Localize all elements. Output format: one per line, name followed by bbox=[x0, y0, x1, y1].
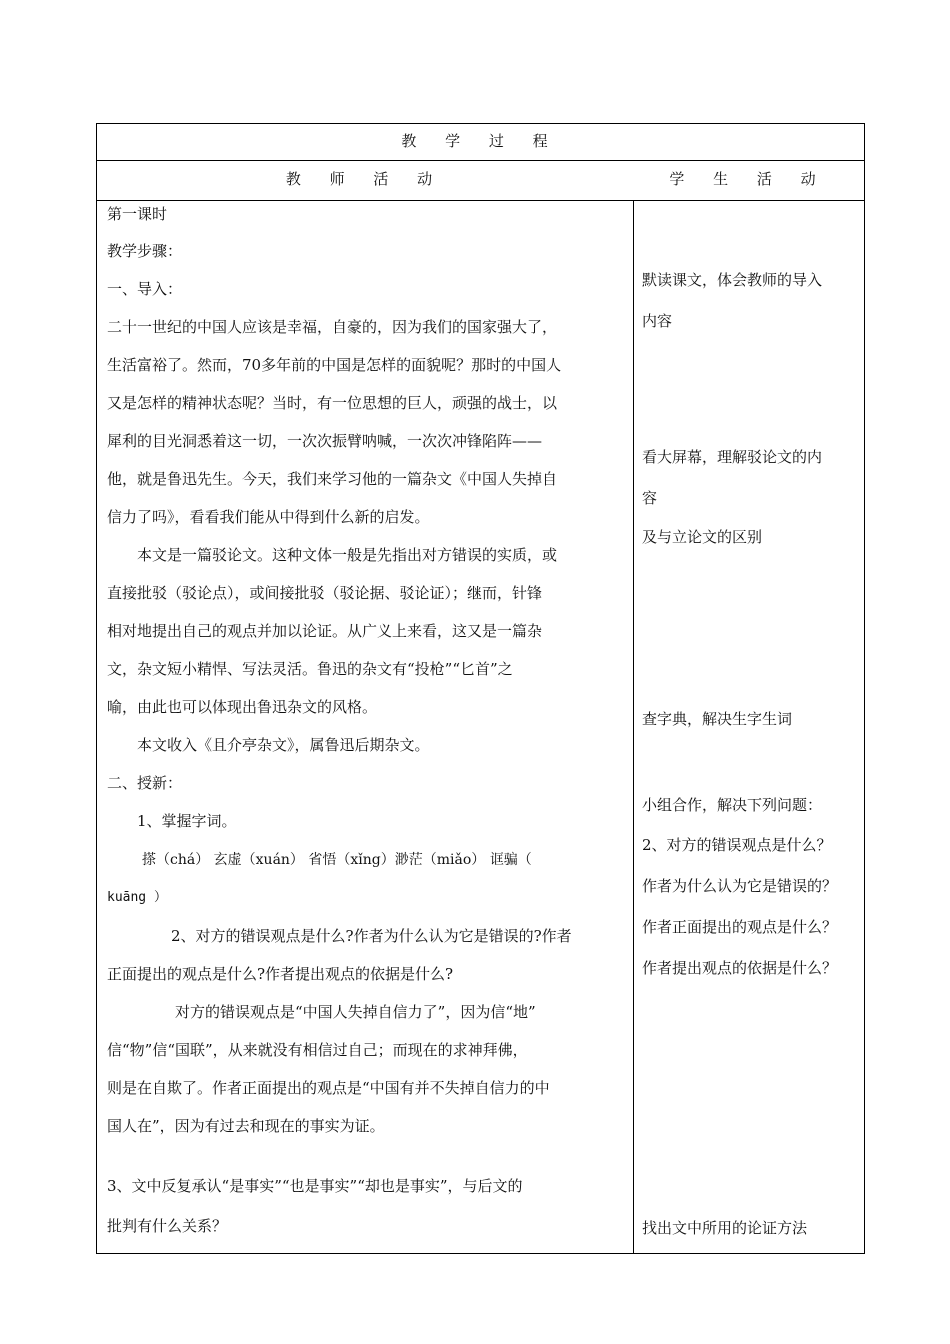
header-divider bbox=[97, 160, 864, 161]
vocabulary-line: 搽（chá） 玄虚（xuán） 省悟（xǐng）渺茫（miǎo） 诓骗（ bbox=[142, 852, 532, 868]
answer-line: 信“物”信“国联”，从来就没有相信过自己；而现在的求神拜佛， bbox=[107, 1041, 528, 1059]
question-3-line: 3、文中反复承认“是事实”“也是事实”“却也是事实”，与后文的 bbox=[107, 1177, 523, 1195]
student-activity-text: 内容 bbox=[642, 312, 673, 330]
genre-paragraph-line: 喻，由此也可以体现出鲁迅杂文的风格。 bbox=[107, 698, 378, 716]
lesson-period: 第一课时 bbox=[107, 205, 168, 223]
answer-line: 国人在”，因为有过去和现在的事实为证。 bbox=[107, 1117, 385, 1135]
vocabulary-heading: 1、掌握字词。 bbox=[137, 812, 237, 830]
intro-paragraph-line: 生活富裕了。然而，70多年前的中国是怎样的面貌呢？那时的中国人 bbox=[107, 356, 562, 374]
table-title: 教 学 过 程 bbox=[401, 132, 560, 150]
answer-line: 对方的错误观点是“中国人失掉自信力了”，因为信“地” bbox=[175, 1003, 536, 1021]
question-3-line: 批判有什么关系？ bbox=[107, 1217, 228, 1235]
student-activity-text: 作者正面提出的观点是什么？ bbox=[642, 918, 838, 936]
answer-line: 则是在自欺了。作者正面提出的观点是“中国有并不失掉自信力的中 bbox=[107, 1079, 550, 1097]
student-activity-text: 及与立论文的区别 bbox=[642, 528, 763, 546]
teaching-process-table bbox=[96, 123, 865, 1254]
question-2-line: 2、对方的错误观点是什么?作者为什么认为它是错误的?作者 bbox=[171, 927, 572, 945]
student-activity-text: 2、对方的错误观点是什么？ bbox=[642, 836, 832, 854]
student-activity-text: 查字典，解决生字生词 bbox=[642, 710, 793, 728]
teacher-activity-header: 教 师 活 动 bbox=[285, 170, 445, 188]
intro-paragraph-line: 信力了吗》，看看我们能从中得到什么新的启发。 bbox=[107, 508, 430, 526]
vocabulary-line: kuāng ） bbox=[107, 890, 167, 905]
genre-paragraph-line: 文，杂文短小精悍、写法灵活。鲁迅的杂文有“投枪”“匕首”之 bbox=[107, 660, 513, 678]
student-activity-text: 小组合作，解决下列问题： bbox=[642, 796, 823, 814]
student-activity-text: 容 bbox=[642, 489, 658, 507]
question-2-line: 正面提出的观点是什么?作者提出观点的依据是什么? bbox=[107, 965, 454, 983]
genre-paragraph-line: 直接批驳（驳论点），或间接批驳（驳论据、驳论证）；继而，针锋 bbox=[107, 584, 543, 602]
section-intro-heading: 一、导入： bbox=[107, 280, 183, 298]
column-header-divider bbox=[97, 200, 864, 201]
student-activity-header: 学 生 活 动 bbox=[669, 170, 828, 188]
genre-paragraph-line: 相对地提出自己的观点并加以论证。从广义上来看，这又是一篇杂 bbox=[107, 622, 543, 640]
student-activity-text: 找出文中所用的论证方法 bbox=[642, 1219, 808, 1237]
student-activity-text: 默读课文，体会教师的导入 bbox=[642, 271, 823, 289]
intro-paragraph-line: 他，就是鲁迅先生。今天，我们来学习他的一篇杂文《中国人失掉自 bbox=[107, 470, 558, 488]
genre-paragraph-line: 本文是一篇驳论文。这种文体一般是先指出对方错误的实质，或 bbox=[137, 546, 558, 564]
column-divider bbox=[633, 200, 634, 1253]
student-activity-text: 看大屏幕，理解驳论文的内 bbox=[642, 448, 823, 466]
intro-paragraph-line: 二十一世纪的中国人应该是幸福，自豪的，因为我们的国家强大了， bbox=[107, 318, 558, 336]
teaching-steps-label: 教学步骤： bbox=[107, 242, 183, 260]
student-activity-text: 作者提出观点的依据是什么？ bbox=[642, 959, 838, 977]
source-note: 本文收入《且介亭杂文》，属鲁迅后期杂文。 bbox=[137, 736, 430, 754]
student-activity-text: 作者为什么认为它是错误的？ bbox=[642, 877, 838, 895]
intro-paragraph-line: 犀利的目光洞悉着这一切，一次次振臂呐喊，一次次冲锋陷阵—— bbox=[107, 432, 543, 450]
intro-paragraph-line: 又是怎样的精神状态呢？当时，有一位思想的巨人，顽强的战士，以 bbox=[107, 394, 558, 412]
section-new-heading: 二、授新： bbox=[107, 774, 183, 792]
